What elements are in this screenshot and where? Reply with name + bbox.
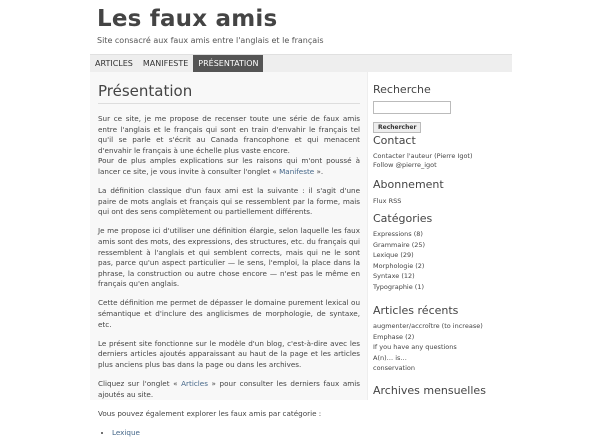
sidebar (373, 72, 513, 400)
widget-title-search: Recherche (373, 83, 431, 96)
widget-title-recent: Articles récents (373, 304, 459, 317)
recent-articles-widget (373, 304, 483, 374)
archives-widget (373, 384, 486, 397)
paragraph-intro (98, 114, 360, 178)
paragraph-articles-tab (98, 379, 360, 400)
categories-list (373, 229, 432, 293)
manifeste-link[interactable]: Manifeste (279, 166, 315, 176)
category-link[interactable]: Grammaire (25) (373, 240, 426, 249)
category-link-lexique[interactable]: Lexique (112, 427, 140, 437)
nav-item-articles[interactable]: ARTICLES (95, 59, 133, 68)
subscription-widget (373, 178, 444, 206)
paragraph-text: ». (314, 166, 324, 176)
paragraph-definition: La définition classique d'un faux ami est la suivante : il s'agit d'une paire de mots anglais et français qui se ressemblent par la forme, mais qui ont des sens complètement ou partiellement différents. (98, 186, 360, 217)
article-body (98, 114, 360, 438)
category-list (112, 428, 360, 438)
widget-title-subscription: Abonnement (373, 178, 444, 191)
articles-link[interactable]: Articles (181, 378, 208, 388)
list-item (112, 428, 360, 438)
main-content (90, 72, 368, 437)
paragraph-text: Cliquez sur l'onglet « (98, 378, 182, 388)
recent-article-link[interactable]: conservation (373, 364, 416, 373)
contact-author-link[interactable]: Contacter l'auteur (Pierre Igot) (373, 152, 473, 160)
paragraph-blog-model: Le présent site fonctionne sur le modèle d'un blog, c'est-à-dire avec les derniers articles ajoutés apparaissant au haut de la page et les articles plus anciens plus bas dans la page ou dans les archives. (98, 338, 360, 369)
recent-articles-list (373, 321, 483, 374)
recent-article-link[interactable]: augmenter/accroître (to increase) (373, 322, 483, 330)
widget-title-categories: Catégories (373, 212, 433, 225)
paragraph-categories: Vous pouvez également explorer les faux amis par catégorie : (98, 408, 322, 418)
site-description: Site consacré aux faux amis entre l'anglais et le français (97, 36, 324, 45)
widget-title-contact: Contact (373, 134, 416, 147)
nav-item-presentation[interactable]: PRÉSENTATION (193, 55, 263, 72)
nav-item-manifeste[interactable]: MANIFESTE (142, 59, 189, 68)
category-link[interactable]: Morphologie (2) (373, 261, 425, 270)
contact-widget (373, 134, 473, 170)
category-link[interactable]: Lexique (29) (373, 251, 414, 260)
recent-article-link[interactable]: Emphase (2) (373, 332, 415, 341)
main-nav (90, 54, 512, 72)
title-divider (98, 103, 360, 104)
widget-title-archives: Archives mensuelles (373, 384, 486, 397)
search-input[interactable] (373, 101, 451, 114)
search-widget (373, 83, 451, 133)
paragraph-text: Sur ce site, je me propose de recenser toute une série de faux amis entre l'anglais et le français qui sont en train d'envahir le français tel qu'il se parle et s'écrit au Canada francophone et qui menacent d'envahir le français à une échelle plus vaste encore. (98, 114, 360, 155)
categories-widget (373, 212, 432, 293)
category-link[interactable]: Syntaxe (12) (373, 272, 415, 281)
recent-article-link[interactable]: A(n)… is… (373, 353, 407, 362)
category-link[interactable]: Typographie (1) (373, 282, 425, 291)
site-title[interactable]: Les faux amis (97, 6, 278, 32)
paragraph-scope: Cette définition me permet de dépasser le domaine purement lexical ou sémantique et d'inclure des anglicismes de morphologie, de syntaxe, etc. (98, 298, 360, 329)
paragraph-text: Pour de plus amples explications sur les raisons qui m'ont poussé à lancer ce site, je vous invite à consulter l'onglet « (98, 156, 360, 176)
page-title: Présentation (98, 82, 193, 100)
follow-twitter-link[interactable]: Follow @pierre_igot (373, 161, 437, 169)
paragraph-text: » pour consulter les derniers faux amis ajoutés au site. (98, 378, 360, 399)
recent-article-link[interactable]: If you have any questions (373, 343, 457, 352)
paragraph-extended-definition: Je me propose ici d'utiliser une définition élargie, selon laquelle les faux amis sont des mots, des expressions, des structures, etc. du français qui ressemblent à l'anglais et qui semblent corrects, mais qui ne le sont pas, parce qu'un aspect particulier — le sens, l'emploi, la place dans la phrase, la construction ou autre chose encore — n'est pas le même en français qu'en anglais. (98, 226, 360, 289)
search-button[interactable]: Rechercher (373, 122, 421, 133)
rss-feed-link[interactable]: Flux RSS (373, 197, 402, 205)
category-link[interactable]: Expressions (8) (373, 230, 423, 238)
